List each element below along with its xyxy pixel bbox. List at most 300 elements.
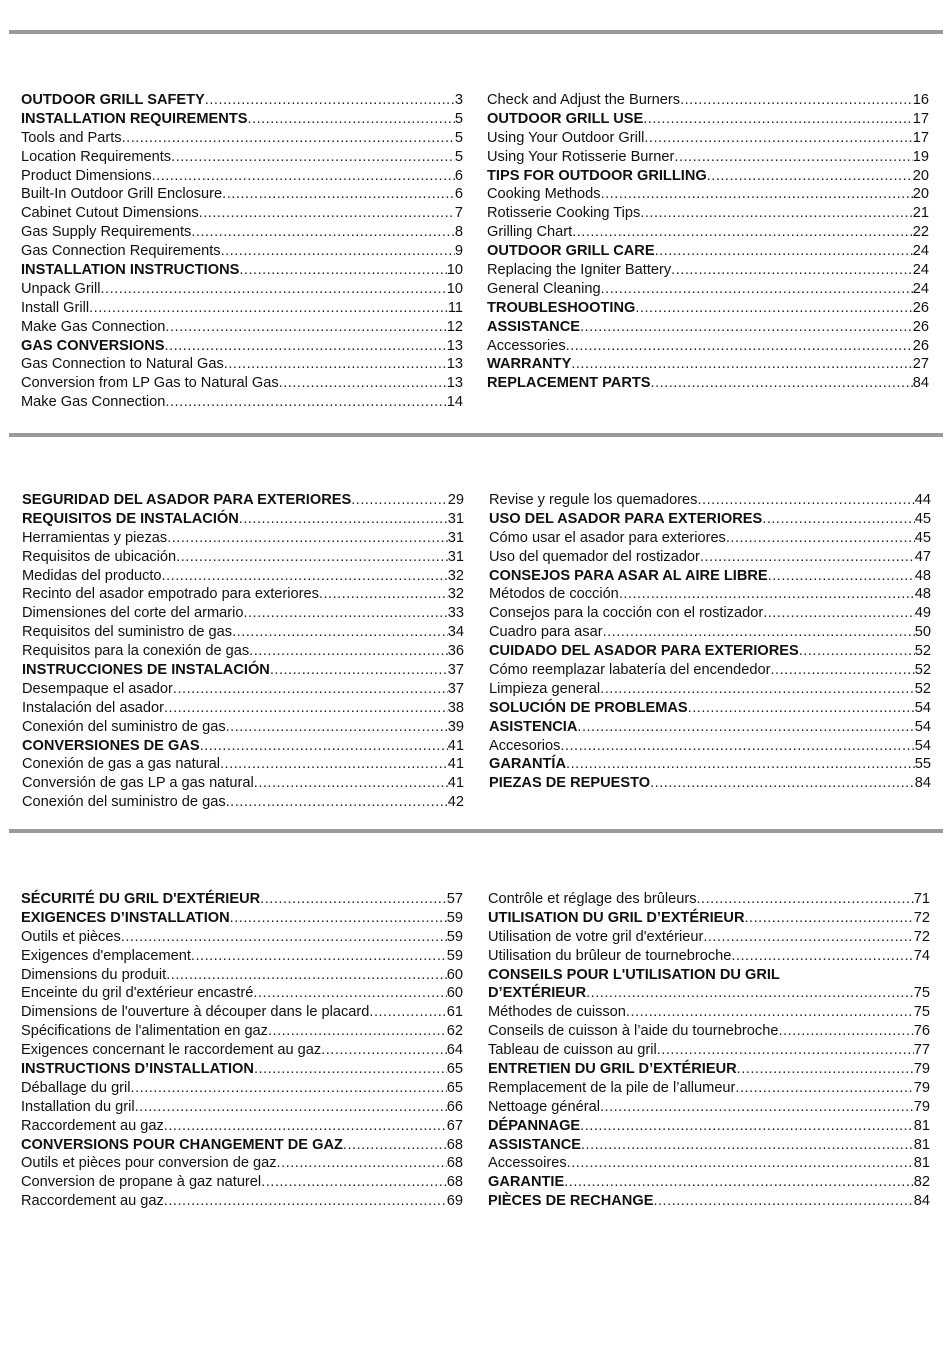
toc-dot-leader bbox=[762, 510, 915, 529]
toc-entry-label: INSTALLATION REQUIREMENTS bbox=[21, 110, 248, 127]
toc-entry-page: 9 bbox=[454, 243, 463, 260]
toc-entry-page: 29 bbox=[447, 492, 464, 508]
toc-entry-label: Conversión de gas LP a gas natural bbox=[22, 775, 254, 792]
toc-entry bbox=[21, 355, 463, 374]
toc-entry-page: 60 bbox=[446, 985, 463, 1002]
toc-entry bbox=[21, 148, 463, 167]
toc-entry-page: 79 bbox=[913, 1079, 930, 1096]
toc-dot-leader bbox=[643, 110, 913, 129]
toc-dot-leader bbox=[224, 355, 447, 374]
toc-entry-page: 45 bbox=[914, 510, 931, 527]
toc-entry bbox=[488, 947, 930, 966]
toc-entry-page: 27 bbox=[912, 356, 929, 373]
toc-entry bbox=[489, 699, 931, 718]
toc-dot-leader bbox=[703, 928, 913, 947]
toc-entry-label: Conexión de gas a gas natural bbox=[22, 756, 220, 773]
toc-entry bbox=[487, 129, 929, 148]
toc-entry-label: Gas Connection to Natural Gas bbox=[21, 356, 224, 373]
toc-entry-label: OUTDOOR GRILL CARE bbox=[487, 243, 655, 260]
toc-dot-leader bbox=[89, 299, 448, 318]
toc-entry-page: 5 bbox=[454, 129, 463, 146]
toc-entry-page: 68 bbox=[446, 1174, 463, 1191]
toc-entry-label: Gas Connection Requirements bbox=[21, 243, 221, 260]
toc-entry bbox=[22, 755, 464, 774]
toc-dot-leader bbox=[680, 91, 913, 110]
toc-entry bbox=[21, 1022, 463, 1041]
toc-dot-leader bbox=[319, 585, 448, 604]
toc-entry-page: 49 bbox=[914, 605, 931, 622]
toc-entry-label: Make Gas Connection bbox=[21, 318, 166, 335]
toc-entry-label: Conversion from LP Gas to Natural Gas bbox=[21, 375, 279, 392]
toc-column-right bbox=[489, 491, 931, 793]
toc-entry-label: DÉPANNAGE bbox=[488, 1117, 581, 1134]
toc-entry-page: 48 bbox=[914, 586, 931, 603]
toc-dot-leader bbox=[674, 148, 912, 167]
toc-dot-leader bbox=[564, 1173, 914, 1192]
toc-entry-page: 81 bbox=[913, 1117, 930, 1134]
toc-entry bbox=[488, 984, 930, 1003]
toc-dot-leader bbox=[771, 661, 915, 680]
toc-entry-page: 38 bbox=[447, 699, 464, 716]
toc-entry bbox=[21, 1098, 463, 1117]
toc-entry bbox=[21, 110, 463, 129]
toc-entry bbox=[489, 585, 931, 604]
toc-entry-page: 24 bbox=[912, 262, 929, 279]
toc-entry-page: 67 bbox=[446, 1117, 463, 1134]
toc-entry bbox=[21, 129, 463, 148]
toc-dot-leader bbox=[270, 661, 448, 680]
toc-dot-leader bbox=[221, 242, 455, 261]
toc-dot-leader bbox=[277, 1154, 447, 1173]
toc-entry-label: Accessories bbox=[487, 337, 566, 354]
toc-entry-page: 7 bbox=[454, 205, 463, 222]
toc-entry-label: CONVERSIONS POUR CHANGEMENT DE GAZ bbox=[21, 1136, 343, 1153]
toc-column-right bbox=[488, 890, 930, 1211]
toc-dot-leader bbox=[626, 1003, 914, 1022]
toc-entry bbox=[487, 318, 929, 337]
toc-dot-leader bbox=[351, 491, 448, 510]
toc-entry-page: 37 bbox=[447, 680, 464, 697]
toc-entry-label: GARANTÍA bbox=[489, 756, 567, 773]
toc-dot-leader bbox=[580, 318, 913, 337]
toc-entry bbox=[488, 1117, 930, 1136]
toc-entry bbox=[488, 1041, 930, 1060]
toc-dot-leader bbox=[640, 204, 912, 223]
toc-entry-page: 74 bbox=[913, 947, 930, 964]
toc-entry-page: 68 bbox=[446, 1155, 463, 1172]
toc-entry bbox=[487, 374, 929, 393]
toc-entry-label: Check and Adjust the Burners bbox=[487, 92, 681, 108]
toc-entry-page: 19 bbox=[912, 148, 929, 165]
toc-entry-page: 16 bbox=[912, 92, 929, 108]
toc-entry bbox=[487, 355, 929, 374]
toc-entry-page: 37 bbox=[447, 662, 464, 679]
toc-entry-label: Requisitos para la conexión de gas bbox=[22, 643, 250, 660]
toc-entry-label: Conexión del suministro de gas bbox=[22, 794, 226, 811]
toc-entry bbox=[21, 337, 463, 356]
toc-dot-leader bbox=[253, 984, 446, 1003]
toc-dot-leader bbox=[567, 1154, 914, 1173]
toc-entry bbox=[488, 1022, 930, 1041]
toc-dot-leader bbox=[191, 223, 455, 242]
toc-entry-label: Dimensiones del corte del armario bbox=[22, 605, 244, 622]
toc-dot-leader bbox=[226, 793, 448, 812]
toc-entry bbox=[21, 185, 463, 204]
toc-entry-page: 32 bbox=[447, 586, 464, 603]
toc-entry-label: Exigences concernant le raccordement au gaz bbox=[21, 1042, 322, 1059]
toc-entry bbox=[489, 567, 931, 586]
toc-entry-label: Accessoires bbox=[488, 1155, 567, 1172]
toc-entry-label: Méthodes de cuisson bbox=[488, 1004, 626, 1021]
toc-entry-label: Enceinte du gril d'extérieur encastré bbox=[21, 985, 254, 1002]
toc-column-left bbox=[21, 91, 463, 412]
toc-entry bbox=[21, 1060, 463, 1079]
toc-dot-leader bbox=[571, 355, 912, 374]
toc-entry bbox=[21, 1154, 463, 1173]
toc-dot-leader bbox=[577, 718, 914, 737]
toc-entry bbox=[21, 1117, 463, 1136]
toc-entry bbox=[22, 548, 464, 567]
toc-entry-page: 84 bbox=[912, 375, 929, 392]
toc-entry-label: SÉCURITÉ DU GRIL D'EXTÉRIEUR bbox=[21, 891, 261, 907]
toc-entry-page: 62 bbox=[446, 1023, 463, 1040]
toc-entry-label: INSTRUCCIONES DE INSTALACIÓN bbox=[22, 662, 270, 679]
toc-entry-label: Cómo usar el asador para exteriores bbox=[489, 529, 726, 546]
toc-dot-leader bbox=[254, 774, 448, 793]
toc-dot-leader bbox=[580, 1117, 914, 1136]
toc-entry bbox=[487, 91, 929, 110]
toc-entry bbox=[488, 1136, 930, 1155]
toc-entry bbox=[487, 299, 929, 318]
toc-entry-page: 65 bbox=[446, 1061, 463, 1078]
toc-entry bbox=[21, 374, 463, 393]
toc-entry-label: General Cleaning bbox=[487, 280, 601, 297]
toc-entry bbox=[489, 491, 931, 510]
toc-entry bbox=[489, 661, 931, 680]
toc-entry bbox=[487, 185, 929, 204]
toc-entry-page: 50 bbox=[914, 624, 931, 641]
toc-entry-label: Exigences d'emplacement bbox=[21, 947, 191, 964]
toc-dot-leader bbox=[164, 1117, 447, 1136]
toc-dot-leader bbox=[121, 928, 447, 947]
toc-entry-label: Nettoage général bbox=[488, 1098, 600, 1115]
toc-entry-page: 75 bbox=[913, 1004, 930, 1021]
toc-entry bbox=[21, 1003, 463, 1022]
toc-entry bbox=[489, 604, 931, 623]
toc-entry-page: 5 bbox=[454, 148, 463, 165]
toc-entry-page: 71 bbox=[913, 891, 930, 907]
toc-entry-label: UTILISATION DU GRIL D’EXTÉRIEUR bbox=[488, 909, 745, 926]
toc-entry bbox=[489, 529, 931, 548]
toc-entry bbox=[22, 604, 464, 623]
toc-entry bbox=[21, 890, 463, 909]
toc-entry-label: Déballage du gril bbox=[21, 1079, 131, 1096]
toc-entry-page: 24 bbox=[912, 243, 929, 260]
toc-dot-leader bbox=[619, 585, 915, 604]
toc-dot-leader bbox=[321, 1041, 447, 1060]
toc-dot-leader bbox=[726, 529, 915, 548]
toc-entry-page: 52 bbox=[914, 643, 931, 660]
divider-rule-1 bbox=[9, 433, 943, 437]
toc-entry bbox=[488, 909, 930, 928]
toc-entry-page: 34 bbox=[447, 624, 464, 641]
toc-entry-label: Outils et pièces bbox=[21, 928, 121, 945]
toc-entry-page: 54 bbox=[914, 737, 931, 754]
toc-dot-leader bbox=[249, 642, 448, 661]
toc-entry-label: Accesorios bbox=[489, 737, 561, 754]
toc-entry bbox=[21, 1192, 463, 1211]
toc-entry bbox=[488, 890, 930, 909]
toc-entry-label: CUIDADO DEL ASADOR PARA EXTERIORES bbox=[489, 643, 799, 660]
toc-entry-label: ASSISTANCE bbox=[488, 1136, 581, 1153]
toc-entry-page: 13 bbox=[446, 375, 463, 392]
toc-entry-label: TROUBLESHOOTING bbox=[487, 299, 636, 316]
toc-entry-label: Consejos para la cocción con el rostizador bbox=[489, 605, 764, 622]
toc-dot-leader bbox=[601, 185, 913, 204]
toc-entry bbox=[22, 793, 464, 812]
toc-column-right bbox=[487, 91, 929, 393]
toc-entry-label: Requisitos del suministro de gas bbox=[22, 624, 233, 641]
toc-entry bbox=[488, 1079, 930, 1098]
toc-entry-label: Raccordement au gaz bbox=[21, 1117, 164, 1134]
toc-dot-leader bbox=[697, 890, 914, 909]
toc-entry bbox=[488, 966, 930, 985]
toc-entry-page: 44 bbox=[914, 492, 931, 508]
toc-entry-page: 55 bbox=[914, 756, 931, 773]
toc-entry-label: Cabinet Cutout Dimensions bbox=[21, 205, 199, 222]
toc-dot-leader bbox=[560, 737, 914, 756]
toc-dot-leader bbox=[164, 699, 448, 718]
toc-dot-leader bbox=[671, 261, 913, 280]
toc-dot-leader bbox=[688, 699, 915, 718]
toc-entry-page: 31 bbox=[447, 510, 464, 527]
toc-entry-page: 48 bbox=[914, 567, 931, 584]
toc-entry bbox=[21, 1079, 463, 1098]
toc-entry-page: 54 bbox=[914, 718, 931, 735]
toc-dot-leader bbox=[369, 1003, 446, 1022]
toc-entry-label: Cómo reemplazar labatería del encendedor bbox=[489, 662, 771, 679]
toc-dot-leader bbox=[279, 374, 447, 393]
toc-entry-page: 6 bbox=[454, 186, 463, 203]
toc-dot-leader bbox=[167, 529, 448, 548]
toc-dot-leader bbox=[735, 1079, 913, 1098]
toc-entry-page: 24 bbox=[912, 280, 929, 297]
toc-entry-page: 61 bbox=[446, 1004, 463, 1021]
toc-dot-leader bbox=[268, 1022, 447, 1041]
toc-dot-leader bbox=[566, 337, 913, 356]
toc-entry-label: SEGURIDAD DEL ASADOR PARA EXTERIORES bbox=[22, 492, 352, 508]
toc-entry bbox=[22, 623, 464, 642]
toc-entry-page: 33 bbox=[447, 605, 464, 622]
toc-entry bbox=[22, 680, 464, 699]
toc-entry bbox=[487, 204, 929, 223]
toc-dot-leader bbox=[586, 984, 914, 1003]
toc-entry-label: Tools and Parts bbox=[21, 129, 122, 146]
toc-entry bbox=[22, 737, 464, 756]
toc-entry bbox=[22, 642, 464, 661]
toc-dot-leader bbox=[173, 680, 448, 699]
toc-entry-label: PIÈCES DE RECHANGE bbox=[488, 1193, 654, 1210]
toc-entry-page: 21 bbox=[912, 205, 929, 222]
toc-entry-label: Utilisation du brûleur de tournebroche bbox=[488, 947, 732, 964]
toc-entry-page: 3 bbox=[454, 92, 463, 108]
toc-entry-page: 54 bbox=[914, 699, 931, 716]
toc-entry-label: Uso del quemador del rostizador bbox=[489, 548, 700, 565]
toc-entry bbox=[488, 1154, 930, 1173]
toc-entry-page: 20 bbox=[912, 167, 929, 184]
toc-dot-leader bbox=[799, 642, 915, 661]
toc-entry-page: 12 bbox=[446, 318, 463, 335]
toc-entry bbox=[487, 110, 929, 129]
toc-entry-label: Instalación del asador bbox=[22, 699, 164, 716]
toc-dot-leader bbox=[230, 909, 447, 928]
toc-entry-label: Install Grill bbox=[21, 299, 90, 316]
toc-dot-leader bbox=[744, 909, 913, 928]
toc-entry bbox=[21, 1041, 463, 1060]
toc-entry-page: 72 bbox=[913, 909, 930, 926]
toc-entry-page: 59 bbox=[446, 947, 463, 964]
toc-entry bbox=[489, 718, 931, 737]
toc-dot-leader bbox=[239, 261, 446, 280]
toc-entry bbox=[489, 623, 931, 642]
toc-dot-leader bbox=[100, 280, 446, 299]
toc-entry-label: Unpack Grill bbox=[21, 280, 101, 297]
toc-dot-leader bbox=[243, 604, 447, 623]
top-rule bbox=[9, 30, 943, 34]
toc-dot-leader bbox=[707, 167, 913, 186]
toc-entry-page: 10 bbox=[446, 280, 463, 297]
toc-entry-label: OUTDOOR GRILL USE bbox=[487, 110, 644, 127]
toc-dot-leader bbox=[122, 129, 455, 148]
toc-entry-page: 76 bbox=[913, 1023, 930, 1040]
toc-entry-label: Recinto del asador empotrado para exteriores bbox=[22, 586, 319, 603]
toc-entry bbox=[487, 261, 929, 280]
toc-entry-label: Replacing the Igniter Battery bbox=[487, 262, 672, 279]
toc-dot-leader bbox=[232, 623, 448, 642]
toc-entry-label: Utilisation de votre gril d'extérieur bbox=[488, 928, 704, 945]
toc-entry-label: Tableau de cuisson au gril bbox=[488, 1042, 657, 1059]
toc-entry-page: 64 bbox=[446, 1042, 463, 1059]
toc-dot-leader bbox=[205, 91, 455, 110]
toc-entry bbox=[22, 491, 464, 510]
toc-entry-label: Limpieza general bbox=[489, 680, 601, 697]
toc-dot-leader bbox=[162, 567, 448, 586]
toc-entry bbox=[488, 1192, 930, 1211]
toc-entry-page: 59 bbox=[446, 928, 463, 945]
toc-entry bbox=[21, 261, 463, 280]
toc-dot-leader bbox=[222, 185, 455, 204]
toc-entry-label: Remplacement de la pile de l’allumeur bbox=[488, 1079, 736, 1096]
toc-dot-leader bbox=[191, 947, 447, 966]
toc-dot-leader bbox=[254, 1060, 447, 1079]
toc-entry-label: Raccordement au gaz bbox=[21, 1193, 164, 1210]
toc-entry-label: GAS CONVERSIONS bbox=[21, 337, 165, 354]
toc-entry-label: Product Dimensions bbox=[21, 167, 152, 184]
toc-dot-leader bbox=[566, 755, 915, 774]
toc-entry-label: Using Your Rotisserie Burner bbox=[487, 148, 675, 165]
toc-dot-leader bbox=[226, 718, 448, 737]
toc-entry-label: Dimensions du produit bbox=[21, 966, 167, 983]
toc-entry-label: Requisitos de ubicación bbox=[22, 548, 177, 565]
toc-entry bbox=[22, 529, 464, 548]
toc-entry bbox=[487, 167, 929, 186]
toc-entry bbox=[489, 774, 931, 793]
toc-entry-label: REQUISITOS DE INSTALACIÓN bbox=[22, 510, 239, 527]
toc-column-left bbox=[22, 491, 464, 812]
toc-dot-leader bbox=[166, 966, 447, 985]
toc-entry-label: Dimensions de l'ouverture à découper dans le placard bbox=[21, 1004, 370, 1021]
toc-entry-page: 84 bbox=[913, 1193, 930, 1210]
toc-entry-label: Medidas del producto bbox=[22, 567, 162, 584]
toc-dot-leader bbox=[657, 1041, 914, 1060]
toc-dot-leader bbox=[700, 548, 915, 567]
toc-entry-label: ASISTENCIA bbox=[489, 718, 578, 735]
toc-dot-leader bbox=[763, 604, 915, 623]
toc-entry bbox=[21, 167, 463, 186]
toc-dot-leader bbox=[731, 947, 913, 966]
toc-dot-leader bbox=[644, 129, 912, 148]
toc-entry-page: 65 bbox=[446, 1079, 463, 1096]
toc-dot-leader bbox=[247, 110, 454, 129]
toc-entry-page: 81 bbox=[913, 1155, 930, 1172]
toc-entry bbox=[487, 337, 929, 356]
toc-entry-label: USO DEL ASADOR PARA EXTERIORES bbox=[489, 510, 763, 527]
toc-entry-page: 60 bbox=[446, 966, 463, 983]
toc-dot-leader bbox=[165, 337, 447, 356]
toc-entry bbox=[21, 966, 463, 985]
toc-entry-page: 10 bbox=[446, 262, 463, 279]
toc-entry-label: PIEZAS DE REPUESTO bbox=[489, 775, 651, 792]
toc-entry-page: 6 bbox=[454, 167, 463, 184]
toc-dot-leader bbox=[239, 510, 448, 529]
toc-entry-page: 75 bbox=[913, 985, 930, 1002]
toc-dot-leader bbox=[152, 167, 455, 186]
toc-entry-label: OUTDOOR GRILL SAFETY bbox=[21, 92, 205, 108]
toc-entry bbox=[21, 1136, 463, 1155]
toc-dot-leader bbox=[778, 1022, 913, 1041]
toc-entry bbox=[487, 242, 929, 261]
toc-entry-page: 26 bbox=[912, 337, 929, 354]
toc-entry bbox=[21, 928, 463, 947]
toc-entry-page: 26 bbox=[912, 318, 929, 335]
toc-entry-label: Conexión del suministro de gas bbox=[22, 718, 226, 735]
toc-entry-label: TIPS FOR OUTDOOR GRILLING bbox=[487, 167, 707, 184]
toc-entry bbox=[489, 680, 931, 699]
toc-entry-label: Desempaque el asador bbox=[22, 680, 173, 697]
toc-entry-label: Conversion de propane à gaz naturel bbox=[21, 1174, 262, 1191]
toc-dot-leader bbox=[200, 737, 448, 756]
toc-entry-page: 13 bbox=[446, 337, 463, 354]
toc-entry-label: Outils et pièces pour conversion de gaz bbox=[21, 1155, 277, 1172]
toc-dot-leader bbox=[653, 1192, 913, 1211]
toc-entry-page: 82 bbox=[913, 1174, 930, 1191]
toc-entry-page: 47 bbox=[914, 548, 931, 565]
toc-entry bbox=[22, 718, 464, 737]
toc-entry-label: Location Requirements bbox=[21, 148, 172, 165]
toc-entry-page: 42 bbox=[447, 794, 464, 811]
toc-dot-leader bbox=[697, 491, 914, 510]
toc-entry-label: ENTRETIEN DU GRIL D’EXTÉRIEUR bbox=[488, 1061, 737, 1078]
toc-entry-label: Rotisserie Cooking Tips bbox=[487, 205, 641, 222]
toc-entry-page: 72 bbox=[913, 928, 930, 945]
toc-dot-leader bbox=[343, 1136, 447, 1155]
toc-dot-leader bbox=[220, 755, 448, 774]
toc-dot-leader bbox=[635, 299, 912, 318]
toc-entry-page: 20 bbox=[912, 186, 929, 203]
toc-entry bbox=[487, 148, 929, 167]
toc-dot-leader bbox=[176, 548, 448, 567]
toc-entry-label: ASSISTANCE bbox=[487, 318, 580, 335]
